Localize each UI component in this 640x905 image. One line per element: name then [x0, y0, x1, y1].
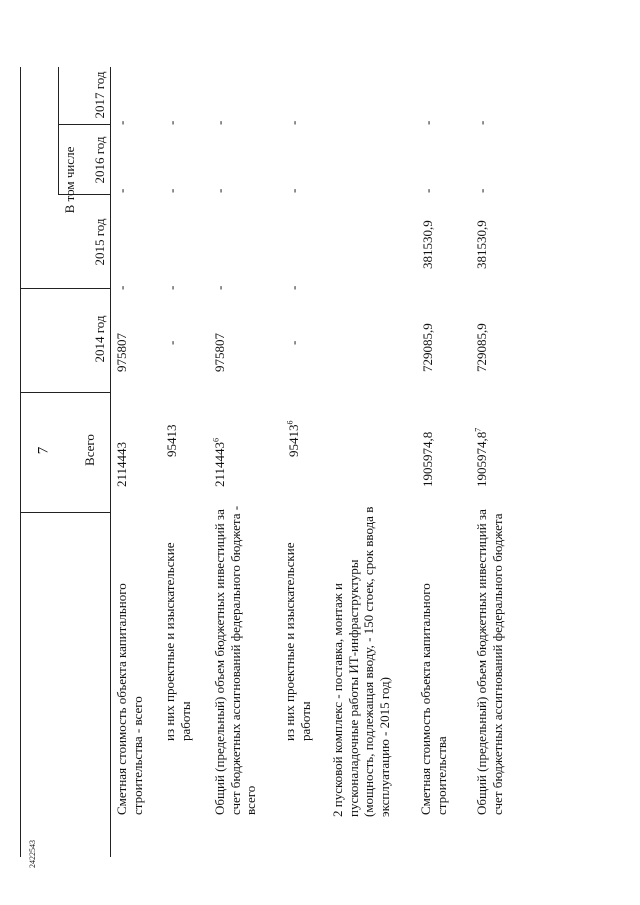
- row-2015: -: [212, 285, 227, 290]
- row-total: 2114443: [114, 441, 129, 487]
- row-label: из них проектные и изыскательские работы: [282, 542, 313, 741]
- document-code: 2422543: [28, 840, 37, 868]
- row-2016: -: [474, 188, 489, 193]
- section-heading: 2 пусковой комплекс - поставка, монтаж и пусконаладочные работы ИТ-инфраструктуры (мощность, подлежащая вводу, - 150 стоек, срок ввода в эксплуатацию - 2015 год): [330, 506, 392, 817]
- row-2015: 381530,9: [420, 220, 435, 269]
- row-2017: -: [286, 120, 301, 125]
- header-2016: 2016 год: [92, 136, 107, 184]
- row-total: 1905974,8: [420, 431, 435, 487]
- page-number: 7: [35, 446, 52, 455]
- row-2017: -: [114, 120, 129, 125]
- row-2017: -: [212, 120, 227, 125]
- row-total: 95413$^6$: [285, 420, 301, 457]
- header-total: Всего: [82, 434, 97, 466]
- row-total: 1905974,8$^7$: [473, 427, 489, 487]
- row-label: из них проектные и изыскательские работы: [162, 542, 193, 741]
- row-2014: -: [286, 340, 301, 345]
- total-column-rule: [20, 392, 110, 393]
- year-2014-rule: [20, 288, 110, 289]
- row-2015: 381530,9: [474, 220, 489, 269]
- row-label: Сметная стоимость объекта капитального строительства: [418, 583, 449, 815]
- row-2015: -: [164, 285, 179, 290]
- row-2017: -: [420, 120, 435, 125]
- row-2016: -: [114, 188, 129, 193]
- row-2014: 729085,9: [474, 323, 489, 372]
- row-2014: 729085,9: [420, 323, 435, 372]
- header-2015: 2015 год: [92, 218, 107, 266]
- row-2014: -: [164, 340, 179, 345]
- header-2014: 2014 год: [92, 315, 107, 363]
- label-column-rule: [20, 512, 110, 513]
- year-header-rule: [58, 67, 59, 195]
- row-total: 95413: [164, 424, 179, 457]
- row-2014: 975807: [114, 333, 129, 372]
- row-label: Сметная стоимость объекта капитального строительства - всего: [114, 583, 145, 815]
- row-2015: -: [114, 285, 129, 290]
- row-2017: -: [474, 120, 489, 125]
- row-2016: -: [212, 188, 227, 193]
- row-2016: -: [420, 188, 435, 193]
- row-2014: 975807: [212, 333, 227, 372]
- row-2015: -: [286, 285, 301, 290]
- row-2016: -: [286, 188, 301, 193]
- header-bottom-rule: [110, 67, 111, 857]
- header-in-that-number: В том числе: [62, 146, 77, 214]
- row-label: Общий (предельный) объем бюджетных инвестиций за счет бюджетных ассигнований федерального бюджета - всего: [212, 505, 258, 815]
- row-2016: -: [164, 188, 179, 193]
- header-2017: 2017 год: [92, 71, 107, 119]
- row-label: Общий (предельный) объем бюджетных инвестиций за счет бюджетных ассигнований федерального бюджета: [474, 509, 505, 815]
- table-top-rule: [20, 67, 21, 857]
- row-total: 2114443$^6$: [211, 437, 227, 487]
- row-2017: -: [164, 120, 179, 125]
